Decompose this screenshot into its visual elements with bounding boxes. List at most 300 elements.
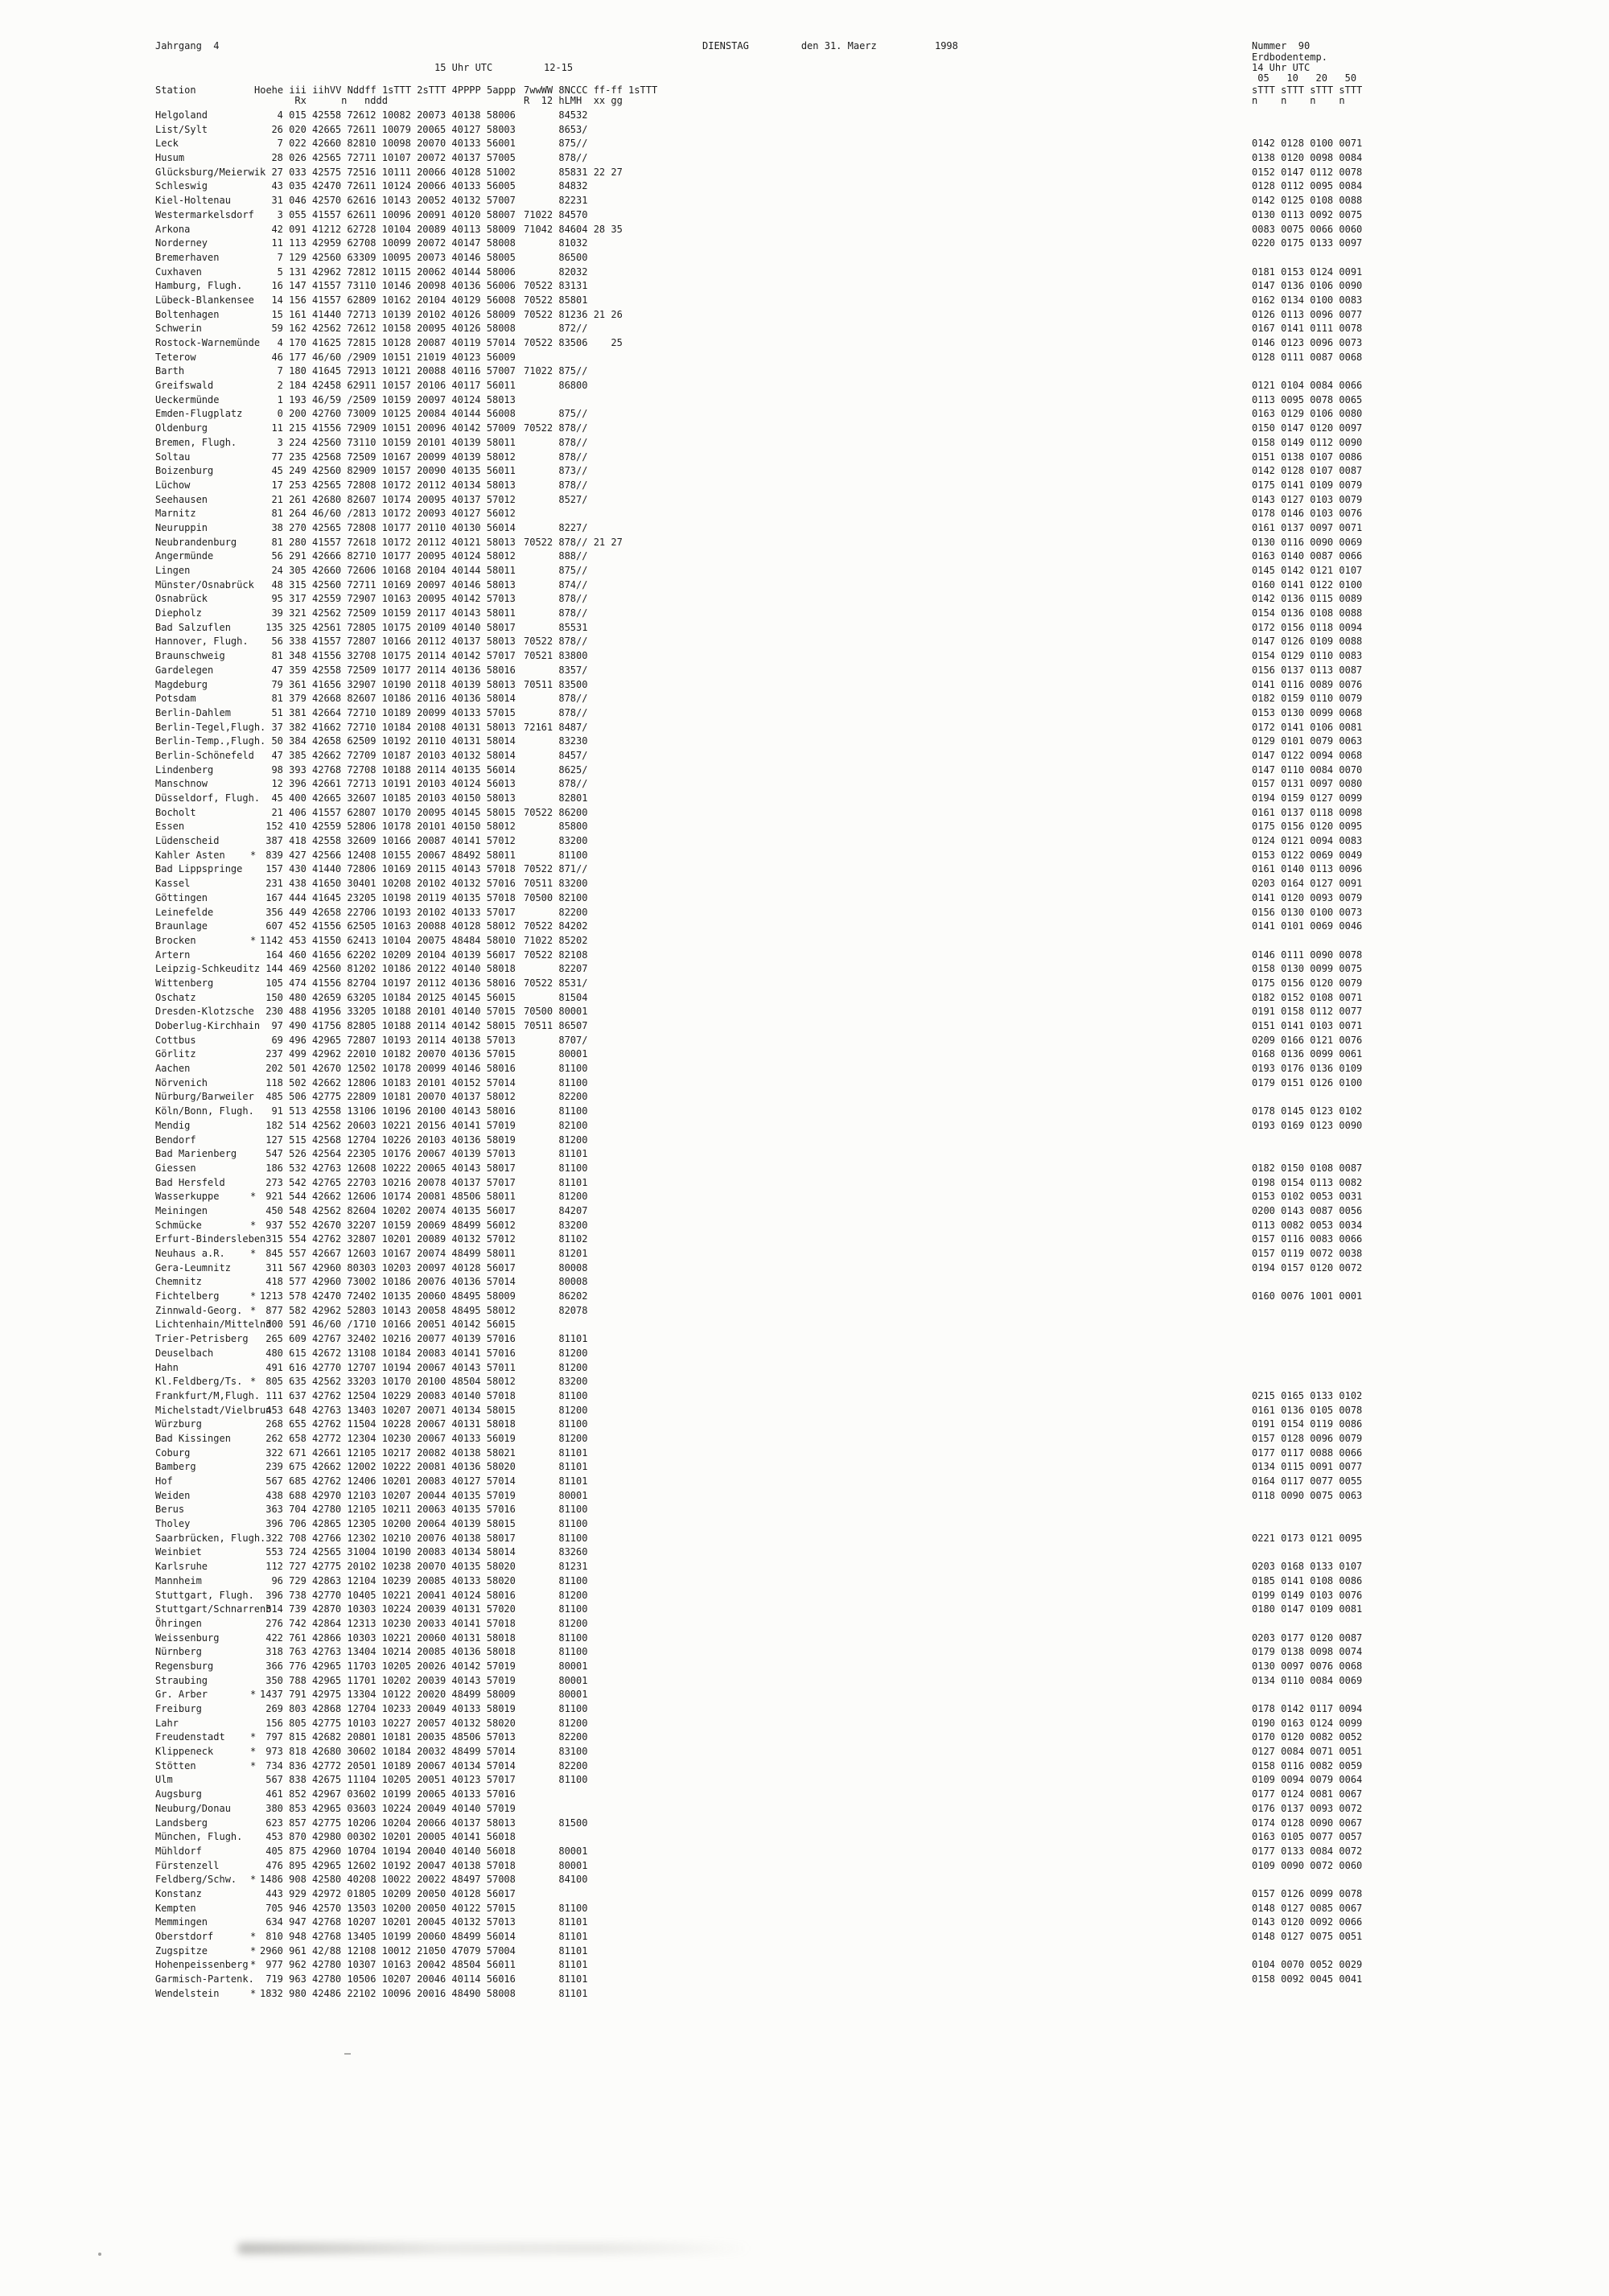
synop-main-groups: 5 131 42962 72812 10115 20062 40144 58006 <box>260 265 516 278</box>
soil-temperatures: 0158 0149 0112 0090 <box>1252 436 1363 448</box>
soil-temperatures: 0179 0138 0098 0074 <box>1252 1646 1363 1658</box>
synop-cloud-weather-groups: 81101 <box>524 1959 588 1971</box>
station-row <box>155 1319 1609 1333</box>
station-row <box>155 1931 1609 1945</box>
station-name: Diepholz <box>155 607 202 619</box>
soil-temperatures: 0158 0130 0099 0075 <box>1252 963 1363 975</box>
synop-main-groups: 734 836 42772 20501 10189 20067 40134 57014 <box>260 1759 516 1771</box>
station-name: Düsseldorf, Flugh. <box>155 792 261 804</box>
station-row <box>155 1632 1609 1647</box>
station-name: Leinefelde <box>155 906 214 918</box>
synop-cloud-weather-groups: 878// <box>524 693 588 705</box>
station-name: Teterow <box>155 351 196 363</box>
synop-main-groups: 135 325 42561 72805 10175 20109 40140 58017 <box>260 621 516 633</box>
station-name: Schmücke <box>155 1219 202 1231</box>
soil-temperatures: 0170 0120 0082 0052 <box>1252 1731 1363 1743</box>
station-row <box>155 1105 1609 1120</box>
soil-temperatures: 0151 0141 0103 0071 <box>1252 1020 1363 1031</box>
synop-main-groups: 1437 791 42975 13304 10122 20020 48499 58009 <box>260 1689 516 1701</box>
synop-main-groups: 38 270 42565 72808 10177 20110 40130 56014 <box>260 521 516 533</box>
synop-main-groups: 4 015 42558 72612 10082 20073 40138 58006 <box>260 109 516 121</box>
soil-temperatures: 0146 0123 0096 0073 <box>1252 337 1363 348</box>
synop-cloud-weather-groups: 86800 <box>524 380 588 392</box>
synop-main-groups: 3 224 42560 73110 10159 20101 40139 58011 <box>260 436 516 448</box>
synop-cloud-weather-groups: 70500 82100 <box>524 891 588 903</box>
soil-depth-labels: 05 10 20 50 <box>1252 72 1357 84</box>
soil-temperatures: 0157 0116 0083 0066 <box>1252 1233 1363 1245</box>
station-name: Freiburg <box>155 1703 202 1714</box>
station-row <box>155 907 1609 921</box>
synop-main-groups: 46 177 46/60 /2909 10151 21019 40123 56009 <box>260 351 516 363</box>
synop-main-groups: 45 400 42665 32607 10185 20103 40150 58013 <box>260 792 516 804</box>
synop-cloud-weather-groups: 70511 86507 <box>524 1020 588 1031</box>
soil-temperatures: 0134 0110 0084 0069 <box>1252 1674 1363 1686</box>
station-name: Braunlage <box>155 920 208 932</box>
synop-main-groups: 453 648 42763 13403 10207 20071 40134 58015 <box>260 1404 516 1416</box>
synop-main-groups: 1486 908 42580 40208 10022 20022 48497 57008 <box>260 1874 516 1886</box>
synop-main-groups: 37 382 41662 72710 10184 20108 40131 58013 <box>260 721 516 733</box>
station-name: Boizenburg <box>155 465 214 477</box>
soil-temperatures: 0199 0149 0103 0076 <box>1252 1589 1363 1601</box>
synop-main-groups: 105 474 41556 82704 10197 20112 40136 58016 <box>260 977 516 989</box>
station-row <box>155 679 1609 693</box>
station-name: Potsdam <box>155 693 196 705</box>
synop-main-groups: 24 305 42660 72606 10168 20104 40144 58011 <box>260 565 516 576</box>
synop-main-groups: 719 963 42780 10506 10207 20046 40114 56016 <box>260 1973 516 1985</box>
soil-temperatures: 0180 0147 0109 0081 <box>1252 1603 1363 1615</box>
station-name: Göttingen <box>155 891 208 903</box>
station-name: Neuburg/Donau <box>155 1802 231 1814</box>
synop-cloud-weather-groups: 81100 <box>524 1532 588 1544</box>
synop-cloud-weather-groups: 82200 <box>524 1759 588 1771</box>
soil-temperatures: 0158 0092 0045 0041 <box>1252 1973 1363 1985</box>
soil-temperatures: 0109 0090 0072 0060 <box>1252 1859 1363 1871</box>
synop-cloud-weather-groups: 81100 <box>524 1105 588 1117</box>
synop-cloud-weather-groups: 81101 <box>524 1916 588 1928</box>
station-row <box>155 1817 1609 1832</box>
soil-temperatures: 0127 0084 0071 0051 <box>1252 1746 1363 1758</box>
synop-main-groups: 81 379 42668 82607 10186 20116 40136 58014 <box>260 693 516 705</box>
station-row <box>155 579 1609 594</box>
station-row <box>155 764 1609 779</box>
soil-temp-heading: Erdbodentemp. <box>1252 51 1327 63</box>
station-name: Erfurt-Bindersleben <box>155 1233 266 1245</box>
synop-cloud-weather-groups: 86500 <box>524 251 588 263</box>
station-name: Hohenpeissenberg <box>155 1959 249 1971</box>
station-name: Neuhaus a.R. <box>155 1248 225 1259</box>
synop-cloud-weather-groups: 84100 <box>524 1874 588 1886</box>
soil-temperatures: 0174 0128 0090 0067 <box>1252 1817 1363 1829</box>
synop-cloud-weather-groups: 80001 <box>524 1660 588 1672</box>
station-name: Kiel-Holtenau <box>155 195 231 207</box>
station-row <box>155 1120 1609 1134</box>
station-row <box>155 992 1609 1006</box>
synop-main-groups: 315 554 42762 32807 10201 20089 40132 57012 <box>260 1233 516 1245</box>
synop-main-groups: 42 091 41212 62728 10104 20089 40113 58009 <box>260 223 516 235</box>
soil-temperatures: 0153 0102 0053 0031 <box>1252 1191 1363 1203</box>
soil-temperatures: 0124 0121 0094 0083 <box>1252 835 1363 847</box>
station-row <box>155 451 1609 466</box>
soil-temperatures: 0203 0177 0120 0087 <box>1252 1631 1363 1644</box>
station-name: Bad Marienberg <box>155 1148 237 1160</box>
synop-main-groups: 186 532 42763 12608 10222 20065 40143 58017 <box>260 1162 516 1174</box>
station-name: Norderney <box>155 237 208 249</box>
synop-main-groups: 27 033 42575 72516 10111 20066 40128 51002 <box>260 166 516 178</box>
mountain-station-marker: * <box>250 1731 257 1743</box>
station-row <box>155 309 1609 323</box>
mountain-station-marker: * <box>250 934 257 946</box>
synop-cloud-weather-groups: 875// <box>524 565 588 576</box>
soil-temperatures: 0191 0154 0119 0086 <box>1252 1418 1363 1430</box>
synop-cloud-weather-groups: 81100 <box>524 1418 588 1430</box>
synop-main-groups: 567 685 42762 12406 10201 20083 40127 57014 <box>260 1475 516 1487</box>
station-row <box>155 352 1609 366</box>
synop-cloud-weather-groups: 81100 <box>524 1504 588 1516</box>
main-group-labels: Hoehe iii iihVV Nddff 1sTTT 2sTTT 4PPPP 5appp <box>254 84 516 96</box>
synop-cloud-weather-groups: 71042 84604 28 35 <box>524 223 623 235</box>
station-name: Konstanz <box>155 1887 202 1899</box>
station-row <box>155 963 1609 977</box>
soil-temperatures: 0157 0131 0097 0080 <box>1252 778 1363 790</box>
synop-cloud-weather-groups: 81100 <box>524 1631 588 1644</box>
station-name: Mendig <box>155 1119 191 1131</box>
station-row <box>155 537 1609 551</box>
soil-temperatures: 0156 0130 0100 0073 <box>1252 906 1363 918</box>
station-row <box>155 863 1609 878</box>
soil-temperatures: 0153 0122 0069 0049 <box>1252 849 1363 861</box>
soil-temperatures: 0203 0168 0133 0107 <box>1252 1561 1363 1573</box>
station-name: Braunschweig <box>155 650 225 662</box>
station-row <box>155 138 1609 152</box>
synop-main-groups: 21 261 42680 82607 10174 20095 40137 57012 <box>260 493 516 505</box>
synop-main-groups: 16 147 41557 73110 10146 20098 40136 56006 <box>260 280 516 292</box>
soil-temperatures: 0142 0128 0100 0071 <box>1252 138 1363 150</box>
station-name: Chemnitz <box>155 1276 202 1288</box>
synop-main-groups: 3 055 41557 62611 10096 20091 40120 58007 <box>260 208 516 220</box>
station-row <box>155 1077 1609 1092</box>
synop-main-groups: 202 501 42670 12502 10178 20099 40146 58016 <box>260 1063 516 1075</box>
station-name: Angermünde <box>155 550 214 562</box>
station-row <box>155 920 1609 935</box>
soil-temperatures: 0161 0140 0113 0096 <box>1252 863 1363 875</box>
soil-temperatures: 0130 0116 0090 0069 <box>1252 536 1363 548</box>
mountain-station-marker: * <box>250 1689 257 1701</box>
synop-main-groups: 91 513 42558 13106 10196 20100 40143 58016 <box>260 1105 516 1117</box>
synop-main-groups: 39 321 42562 72509 10159 20117 40143 58011 <box>260 607 516 619</box>
station-row <box>155 1035 1609 1049</box>
synop-cloud-weather-groups: 81102 <box>524 1233 588 1245</box>
synop-cloud-weather-groups: 81200 <box>524 1617 588 1629</box>
synop-main-groups: 50 384 42658 62509 10192 20110 40131 58014 <box>260 735 516 747</box>
synop-cloud-weather-groups: 84207 <box>524 1204 588 1216</box>
station-name: Öhringen <box>155 1617 202 1629</box>
station-row <box>155 1433 1609 1447</box>
synop-cloud-weather-groups: 81201 <box>524 1248 588 1259</box>
soil-column-labels: sTTT sTTT sTTT sTTT <box>1252 84 1363 96</box>
synop-cloud-weather-groups: 878// <box>524 479 588 491</box>
station-row <box>155 1973 1609 1988</box>
soil-temperatures: 0175 0141 0109 0079 <box>1252 479 1363 491</box>
station-name: Michelstadt/Vielbrun <box>155 1404 272 1416</box>
station-name: Oschatz <box>155 991 196 1003</box>
synop-main-groups: 567 838 42675 11104 10205 20051 40123 57017 <box>260 1774 516 1786</box>
station-row <box>155 565 1609 579</box>
station-name: Oldenburg <box>155 422 208 434</box>
synop-cloud-weather-groups: 81200 <box>524 1361 588 1373</box>
synop-cloud-weather-groups: 81200 <box>524 1404 588 1416</box>
station-row <box>155 1945 1609 1960</box>
station-row <box>155 807 1609 821</box>
synop-cloud-weather-groups: 80001 <box>524 1859 588 1871</box>
station-name: Kahler Asten <box>155 849 225 861</box>
station-row <box>155 437 1609 451</box>
station-name: Soltau <box>155 451 191 463</box>
synop-cloud-weather-groups: 878// <box>524 451 588 463</box>
synop-main-groups: 26 020 42665 72611 10079 20065 40127 58003 <box>260 123 516 135</box>
soil-temperatures: 0168 0136 0099 0061 <box>1252 1048 1363 1060</box>
station-row <box>155 693 1609 707</box>
synop-main-groups: 1 193 46/59 /2509 10159 20097 40124 58013 <box>260 393 516 405</box>
soil-temperatures: 0154 0136 0108 0088 <box>1252 607 1363 619</box>
station-row <box>155 1888 1609 1903</box>
synop-cloud-weather-groups: 70511 83500 <box>524 678 588 690</box>
synop-main-groups: 157 430 41440 72806 10169 20115 40143 57018 <box>260 863 516 875</box>
synop-main-groups: 2960 961 42/88 12108 10012 21050 47079 57004 <box>260 1944 516 1957</box>
obs-time-label: 15 Uhr UTC <box>434 62 493 73</box>
synop-main-groups: 56 338 41557 72807 10166 20112 40137 58013 <box>260 636 516 648</box>
synop-cloud-weather-groups: 8625/ <box>524 763 588 776</box>
synop-main-groups: 31 046 42570 62616 10143 20052 40132 57007 <box>260 195 516 207</box>
synop-cloud-weather-groups: 81200 <box>524 1134 588 1146</box>
station-row <box>155 1091 1609 1105</box>
station-row <box>155 650 1609 665</box>
soil-temperatures: 0193 0169 0123 0090 <box>1252 1119 1363 1131</box>
station-name: Berlin-Dahlem <box>155 706 231 718</box>
synop-cloud-weather-groups: 83200 <box>524 835 588 847</box>
synop-cloud-weather-groups: 71022 84570 <box>524 208 588 220</box>
synop-cloud-weather-groups: 878// <box>524 152 588 164</box>
soil-temperatures: 0104 0070 0052 0029 <box>1252 1959 1363 1971</box>
station-row <box>155 636 1609 650</box>
station-name: Wasserkuppe <box>155 1191 220 1203</box>
station-row <box>155 1575 1609 1590</box>
synop-cloud-weather-groups: 81100 <box>524 1076 588 1088</box>
synop-cloud-weather-groups: 82200 <box>524 906 588 918</box>
station-row <box>155 835 1609 850</box>
synop-main-groups: 81 348 41556 32708 10175 20114 40142 57017 <box>260 650 516 662</box>
station-row <box>155 792 1609 807</box>
station-name: Feldberg/Schw. <box>155 1874 237 1886</box>
synop-cloud-weather-groups: 81100 <box>524 1574 588 1586</box>
station-name: Frankfurt/M,Flugh. <box>155 1389 261 1401</box>
soil-temperatures: 0198 0154 0113 0082 <box>1252 1176 1363 1188</box>
synop-cloud-weather-groups: 70522 84202 <box>524 920 588 932</box>
synop-cloud-weather-groups: 81100 <box>524 1703 588 1714</box>
station-row <box>155 1020 1609 1035</box>
synop-main-groups: 51 381 42664 72710 10189 20099 40133 57015 <box>260 706 516 718</box>
station-name: Memmingen <box>155 1916 208 1928</box>
station-row <box>155 1916 1609 1931</box>
station-name: Berlin-Schönefeld <box>155 749 254 761</box>
mountain-station-marker: * <box>250 1931 257 1942</box>
synop-main-groups: 937 552 42670 32207 10159 20069 48499 56012 <box>260 1219 516 1231</box>
synop-main-groups: 96 729 42863 12104 10239 20085 40133 58020 <box>260 1574 516 1586</box>
station-row <box>155 1618 1609 1632</box>
synop-main-groups: 97 490 41756 82805 10188 20114 40142 58015 <box>260 1020 516 1031</box>
station-row <box>155 1063 1609 1077</box>
soil-temperatures: 0129 0101 0079 0063 <box>1252 735 1363 747</box>
station-row <box>155 1675 1609 1689</box>
station-name: Kl.Feldberg/Ts. <box>155 1376 243 1388</box>
issue-number: Nummer 90 <box>1252 40 1311 51</box>
station-name: Deuselbach <box>155 1347 214 1359</box>
soil-temperatures: 0130 0113 0092 0075 <box>1252 208 1363 220</box>
station-row <box>155 152 1609 167</box>
station-name: Münster/Osnabrück <box>155 578 254 590</box>
station-name: Garmisch-Partenk. <box>155 1973 254 1985</box>
station-name: Essen <box>155 821 185 833</box>
synop-cloud-weather-groups: 81101 <box>524 1176 588 1188</box>
synop-main-groups: 0 200 42760 73009 10125 20084 40144 56008 <box>260 408 516 420</box>
synop-cloud-weather-groups: 81100 <box>524 1902 588 1914</box>
station-name: Dresden-Klotzsche <box>155 1006 254 1018</box>
synop-main-groups: 311 567 42960 80303 10203 20097 40128 56017 <box>260 1261 516 1273</box>
synop-cloud-weather-groups: 872// <box>524 323 588 335</box>
synop-cloud-weather-groups: 81100 <box>524 1389 588 1401</box>
synop-main-groups: 118 502 42662 12806 10183 20101 40152 57014 <box>260 1076 516 1088</box>
synop-main-groups: 45 249 42560 82909 10157 20090 40135 56011 <box>260 465 516 477</box>
station-row <box>155 1475 1609 1490</box>
station-row <box>155 195 1609 209</box>
synop-cloud-weather-groups: 81200 <box>524 1589 588 1601</box>
synop-cloud-weather-groups: 82078 <box>524 1304 588 1316</box>
station-name: Ueckermünde <box>155 393 220 405</box>
soil-temperatures: 0163 0129 0106 0080 <box>1252 408 1363 420</box>
synop-cloud-weather-groups: 81101 <box>524 1931 588 1942</box>
soil-temperatures: 0200 0143 0087 0056 <box>1252 1204 1363 1216</box>
station-row <box>155 1718 1609 1732</box>
soil-temperatures: 0152 0147 0112 0078 <box>1252 166 1363 178</box>
soil-temperatures: 0141 0120 0093 0079 <box>1252 891 1363 903</box>
soil-temperatures: 0156 0137 0113 0087 <box>1252 664 1363 676</box>
synop-main-groups: 322 708 42766 12302 10210 20076 40138 58017 <box>260 1532 516 1544</box>
synop-cloud-weather-groups: 81504 <box>524 991 588 1003</box>
synop-cloud-weather-groups: 80008 <box>524 1276 588 1288</box>
mountain-station-marker: * <box>250 849 257 861</box>
soil-temperatures: 0148 0127 0085 0067 <box>1252 1902 1363 1914</box>
station-row <box>155 365 1609 380</box>
synop-main-groups: 69 496 42965 72807 10193 20114 40138 57013 <box>260 1034 516 1046</box>
synop-cloud-weather-groups: 81101 <box>524 1944 588 1957</box>
station-row <box>155 1362 1609 1376</box>
synop-cloud-weather-groups: 86202 <box>524 1290 588 1302</box>
synop-main-groups: 973 818 42680 30602 10184 20032 48499 57014 <box>260 1746 516 1758</box>
station-name: Gr. Arber <box>155 1689 208 1701</box>
soil-temperatures: 0157 0126 0099 0078 <box>1252 1887 1363 1899</box>
station-name: Lahr <box>155 1717 179 1729</box>
station-row <box>155 1689 1609 1703</box>
station-name: Hahn <box>155 1361 179 1373</box>
synop-cloud-weather-groups: 83100 <box>524 1746 588 1758</box>
station-row <box>155 892 1609 907</box>
synop-main-groups: 607 452 41556 62505 10163 20088 40128 58012 <box>260 920 516 932</box>
station-name: Neubrandenburg <box>155 536 237 548</box>
station-row <box>155 1177 1609 1191</box>
synop-main-groups: 485 506 42775 22809 10181 20070 40137 58012 <box>260 1091 516 1103</box>
station-name: Giessen <box>155 1162 196 1174</box>
station-name: Bamberg <box>155 1461 196 1473</box>
station-name: Bocholt <box>155 806 196 818</box>
synop-cloud-weather-groups: 8527/ <box>524 493 588 505</box>
station-row <box>155 394 1609 409</box>
station-row <box>155 323 1609 337</box>
synop-cloud-weather-groups: 70522 85801 <box>524 294 588 306</box>
mountain-station-marker: * <box>250 1987 257 1999</box>
station-name: Berlin-Tegel,Flugh. <box>155 721 266 733</box>
synop-main-groups: 21 406 41557 62807 10170 20095 40145 58015 <box>260 806 516 818</box>
synop-main-groups: 7 180 41645 72913 10121 20088 40116 57007 <box>260 365 516 377</box>
synop-main-groups: 450 548 42562 82604 10202 20074 40135 56017 <box>260 1204 516 1216</box>
soil-temperatures: 0182 0159 0110 0079 <box>1252 693 1363 705</box>
soil-temperatures: 0178 0142 0117 0094 <box>1252 1703 1363 1714</box>
station-row <box>155 1220 1609 1234</box>
synop-main-groups: 156 805 42775 10103 10227 20057 40132 58020 <box>260 1717 516 1729</box>
synop-cloud-weather-groups: 82207 <box>524 963 588 975</box>
soil-temperatures: 0179 0151 0126 0100 <box>1252 1076 1363 1088</box>
synop-cloud-weather-groups: 83200 <box>524 1376 588 1388</box>
station-row <box>155 109 1609 124</box>
synop-main-groups: 111 637 42762 12504 10229 20083 40140 57018 <box>260 1389 516 1401</box>
station-row <box>155 1903 1609 1917</box>
station-row <box>155 778 1609 792</box>
synop-cloud-weather-groups: 81100 <box>524 1162 588 1174</box>
station-name: Husum <box>155 152 185 164</box>
station-row <box>155 294 1609 309</box>
synop-main-groups: 443 929 42972 01805 10209 20050 40128 56017 <box>260 1887 516 1899</box>
volume-label: Jahrgang 4 <box>155 40 220 51</box>
synop-main-groups: 2 184 42458 62911 10157 20106 40117 56011 <box>260 380 516 392</box>
station-name: Doberlug-Kirchhain <box>155 1020 261 1031</box>
station-row <box>155 1988 1609 2002</box>
soil-column-sublabels: n n n n <box>1252 95 1345 106</box>
synop-main-groups: 634 947 42768 10207 10201 20045 40132 57013 <box>260 1916 516 1928</box>
synop-cloud-weather-groups: 85800 <box>524 821 588 833</box>
station-row <box>155 1731 1609 1746</box>
station-row <box>155 750 1609 764</box>
synop-main-groups: 845 557 42667 12603 10167 20074 48499 58011 <box>260 1248 516 1259</box>
synop-cloud-weather-groups: 81101 <box>524 1987 588 1999</box>
main-group-sublabels: Rx n nddd <box>260 95 388 106</box>
synop-main-groups: 7 022 42660 82810 10098 20070 40133 56001 <box>260 138 516 150</box>
station-row <box>155 1603 1609 1618</box>
soil-temperatures: 0176 0137 0093 0072 <box>1252 1802 1363 1814</box>
station-name: Rostock-Warnemünde <box>155 337 261 348</box>
synop-main-groups: 150 480 42659 63205 10184 20125 40145 56015 <box>260 991 516 1003</box>
station-name: Augsburg <box>155 1788 202 1800</box>
station-name: Mannheim <box>155 1574 202 1586</box>
station-name: Lüchow <box>155 479 191 491</box>
soil-temperatures: 0121 0104 0084 0066 <box>1252 380 1363 392</box>
synop-cloud-weather-groups: 81200 <box>524 1432 588 1444</box>
synop-main-groups: 4 170 41625 72815 10128 20087 40119 57014 <box>260 337 516 348</box>
soil-temperatures: 0146 0111 0090 0078 <box>1252 948 1363 961</box>
synop-main-groups: 276 742 42864 12313 10230 20033 40141 57018 <box>260 1617 516 1629</box>
station-row <box>155 266 1609 281</box>
weather-group-sublabels: R 12 hLMH xx gg <box>524 95 623 106</box>
station-row <box>155 1490 1609 1504</box>
synop-cloud-weather-groups: 8707/ <box>524 1034 588 1046</box>
station-name: Seehausen <box>155 493 208 505</box>
